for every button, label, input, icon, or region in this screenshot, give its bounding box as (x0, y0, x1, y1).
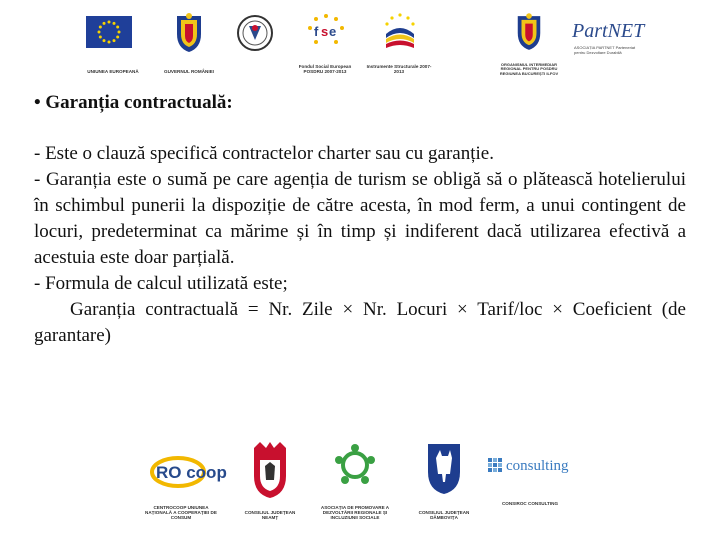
seal-icon (236, 14, 274, 57)
logo-caption: CONSIROC CONSULTING (501, 501, 559, 506)
dambovita-coat-icon (424, 440, 464, 496)
logo-caption: CENTROCOOP UNIUNEA NAȚIONALĂ A COOPERAȚIEI DE CONSUM (145, 505, 217, 520)
paragraph-definition: - Garanția este o sumă pe care agenția de turism se obligă să o plătească hotelierului în schimbul punerii la dispoziție de către acesta, în mod ferm, a unui contingent de locuri, predeterminat ca mărime și în timp și indiferent dacă utilizarea efectivă a acestuia este doar parțială. (34, 169, 686, 268)
section-heading: • Garanția contractuală: (34, 92, 233, 113)
romanian-government-logo (154, 6, 224, 76)
partnet-title: PartNET (572, 20, 645, 42)
paragraph-clause: - Este o clauză specifică contractelor charter sau cu garanție. (34, 143, 494, 164)
eu-star (99, 26, 102, 29)
eu-star (116, 26, 119, 29)
logo-caption: GUVERNUL ROMÂNIEI (164, 69, 214, 74)
top-logo-strip (80, 6, 648, 76)
structural-instruments-logo (364, 6, 434, 76)
eu-star (118, 31, 121, 34)
logo-caption: Fondul Social European POSDRU 2007-2013 (298, 64, 352, 74)
eu-star (113, 22, 116, 25)
logo-caption: ASOCIAȚIA DE PROMOVARE A DEZVOLTĂRII REGIONALE ȘI INCLUZIUNII SOCIALE (320, 505, 390, 520)
partnet-caption: ASOCIAȚIA PARTNET Parteneriat pentru Dezvoltare Durabilă (574, 45, 636, 55)
eu-flag-icon (86, 16, 132, 48)
paragraph-formula: Garanția contractuală = Nr. Zile × Nr. Locuri × Tarif/loc × Coeficient (de garantare) (34, 299, 686, 346)
svg-text:s: s (321, 24, 329, 39)
structural-instruments-icon (380, 12, 420, 52)
logo-caption: ORGANISMUL INTERMEDIAR REGIONAL PENTRU POSDRU REGIUNEA BUCUREȘTI ILFOV (499, 61, 559, 76)
main-content (34, 92, 686, 349)
people-circle-icon (332, 442, 378, 488)
coop-mark: RO coop (156, 463, 227, 482)
fse-logo (290, 6, 360, 76)
coat-of-arms-icon (173, 12, 205, 59)
svg-text:f: f (314, 24, 319, 39)
centrocoop-logo (140, 436, 227, 520)
eu-flag-logo (80, 6, 146, 76)
round-seal-logo (230, 6, 280, 76)
neamt-coat-icon (250, 440, 290, 500)
eu-star (113, 39, 116, 42)
eu-star (116, 36, 119, 39)
eu-star (103, 39, 106, 42)
logo-caption: CONSILIUL JUDEȚEAN NEAMȚ (244, 510, 296, 520)
partnet-logo (520, 6, 648, 76)
fse-icon (306, 12, 346, 50)
association-promotion-logo (312, 436, 398, 520)
logo-caption: Instrumente Structurale 2007-2013 (366, 64, 432, 74)
eu-star (108, 21, 111, 24)
logo-caption: UNIUNEA EUROPEANĂ (87, 69, 139, 74)
dambovita-county-council-logo (410, 436, 478, 520)
logo-caption: CONSILIUL JUDEȚEAN DÂMBOVIȚA (418, 510, 470, 520)
paragraph-formula-intro: - Formula de calcul utilizată este; (34, 273, 288, 294)
eu-star (98, 31, 101, 34)
bottom-logo-strip (140, 436, 580, 520)
consiroc-consulting-logo (484, 436, 576, 520)
svg-text:e: e (329, 24, 337, 39)
consulting-wordmark: consulting (506, 458, 569, 474)
eu-star (108, 41, 111, 44)
eu-star (103, 22, 106, 25)
neamt-county-council-logo (236, 436, 304, 520)
eu-star (99, 36, 102, 39)
grid-dots-icon (488, 458, 502, 472)
centrocoop-icon (148, 444, 227, 490)
